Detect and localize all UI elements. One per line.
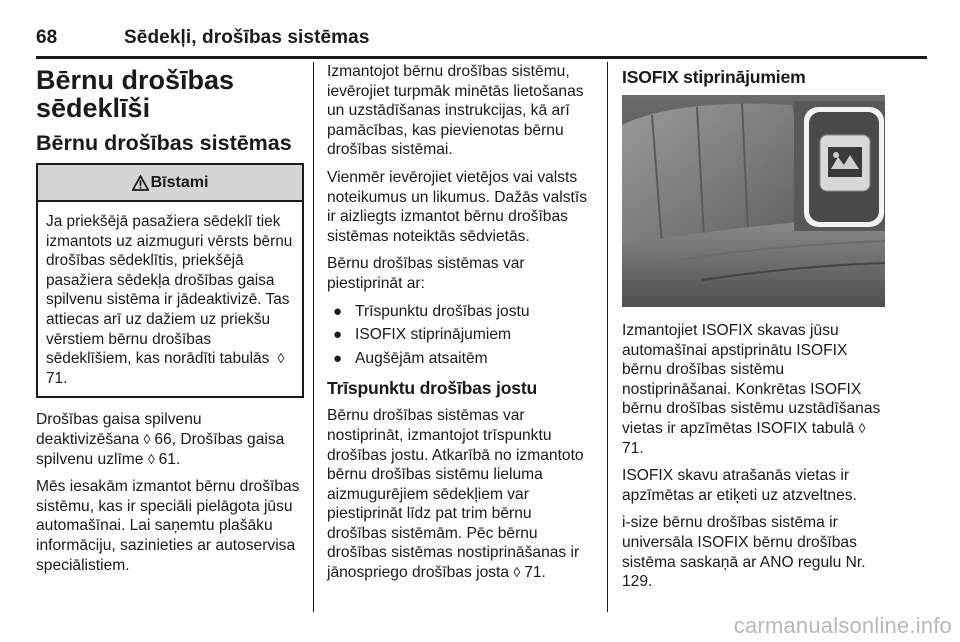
- list-item: ● ISOFIX stiprinājumiem: [333, 326, 511, 344]
- page-ref-icon: ◊: [147, 450, 159, 467]
- section-heading: Bērnu drošības sēdeklīši: [36, 65, 235, 123]
- regulations-paragraph: Vienmēr ievērojiet vietējos vai valsts noteikumus un likumus. Dažās valstīs ir aizliegts izmantot bērnu drošības sistēmas noteiktās sēdvietās.: [327, 168, 587, 245]
- three-point-belt-heading: Trīspunktu drošības jostu: [327, 378, 538, 399]
- list-item: ● Augšējām atsaitēm: [333, 349, 488, 367]
- column-1: [36, 62, 304, 583]
- column-divider-1: [313, 62, 314, 612]
- isofix-heading: ISOFIX stiprinājumiem: [622, 67, 806, 87]
- airbag-page-ref-1[interactable]: 66, Drošības gaisa spilvenu uzlīme: [36, 430, 285, 468]
- isofix-page-ref[interactable]: 71.: [622, 439, 644, 457]
- page-ref-icon: ⁠ ◊: [273, 350, 285, 367]
- bullet-icon: ●: [333, 349, 343, 367]
- header-rule: [36, 56, 927, 59]
- belt-page-ref[interactable]: 71.: [524, 564, 546, 582]
- page-ref-icon: ◊: [143, 430, 155, 447]
- danger-text: Ja priekšējā pasažiera sēdeklī tiek izmantots uz aizmuguri vērsts bērnu drošības sēdeklītis, priekšējā pasažiera sēdekļa drošības gaisa spilvenu sistēma ir jādeaktivizē. Tas attiecas arī uz dažiem uz priekšu vērstiem bērnu drošības sēdeklīšiem, kas norādīti tabulās: [46, 213, 293, 368]
- attachment-intro: Bērnu drošības sistēmas var piestiprināt ar:: [327, 255, 525, 292]
- isize-paragraph: i-size bērnu drošības sistēma ir universāla ISOFIX bērnu drošības sistēma saskaņā ar ANO regulu Nr. 129.: [622, 514, 866, 591]
- page-ref-icon: ◊: [513, 564, 525, 581]
- isofix-usage-paragraph: Izmantojiet ISOFIX skavas jūsu automašīnai apstiprinātu ISOFIX bērnu drošības sistēmu nostiprināšanai. Konkrētas ISOFIX bērnu drošības sistēmu uzstādīšanas vietas ir apzīmētas ISOFIX tabulā ◊ 71.: [622, 322, 881, 457]
- danger-box: [36, 163, 304, 398]
- danger-box-header: [38, 165, 302, 202]
- three-point-belt-paragraph: Bērnu drošības sistēmas var nostiprināt, izmantojot trīspunktu drošības jostu. Atkarībā no izmantoto bērnu drošības sistēmu lieluma aizmugurējiem sēdekļiem var piestiprināt līdz pat trim bērnu drošības sistēmām. Pēc bērnu drošības sistēmas nostiprināšanas ir jānospriego drošības josta ◊ 71.: [327, 407, 584, 582]
- airbag-page-ref-2[interactable]: 61.: [158, 450, 181, 468]
- column-3: [622, 62, 890, 600]
- danger-title: Bīstami: [150, 173, 209, 191]
- page-header: [36, 27, 926, 53]
- list-item: ● Trīspunktu drošības jostu: [333, 302, 530, 320]
- isofix-location-paragraph: ISOFIX skavu atrašanās vietas ir apzīmētas ar etiķeti uz atzveltnes.: [622, 467, 857, 504]
- column-divider-2: [607, 62, 608, 612]
- danger-body: [38, 202, 302, 396]
- instructions-paragraph: Izmantojot bērnu drošības sistēmu, ievērojiet turpmāk minētās lietošanas un uzstādīšanas instrukcijas, kā arī pamācības, kas pievienotas bērnu drošības sistēmai.: [327, 63, 584, 159]
- bullet-icon: ●: [333, 302, 343, 320]
- page-number: 68: [36, 27, 58, 48]
- warning-triangle-icon: [132, 175, 149, 191]
- airbag-paragraph: Drošības gaisa spilvenu deaktivizēšana ◊ 66, Drošības gaisa spilvenu uzlīme ◊ 61.: [36, 411, 285, 468]
- recommendation-paragraph: Mēs iesakām izmantot bērnu drošības sistēmu, kas ir speciāli pielāgota jūsu automašīnai. Lai saņemtu plašāku informāciju, sazinieties ar autoservisa speciālistiem.: [36, 478, 300, 574]
- bullet-icon: ●: [333, 326, 343, 344]
- watermark: carmanualsonline.info: [733, 613, 952, 638]
- subsection-heading: Bērnu drošības sistēmas: [36, 131, 292, 155]
- danger-page-ref[interactable]: 71.: [46, 369, 68, 387]
- chapter-title: Sēdekļi, drošības sistēmas: [124, 27, 370, 48]
- attachment-list: [327, 302, 595, 369]
- page-ref-icon: ◊: [858, 419, 866, 436]
- isofix-seat-photo: [622, 95, 885, 307]
- column-2: [327, 62, 595, 591]
